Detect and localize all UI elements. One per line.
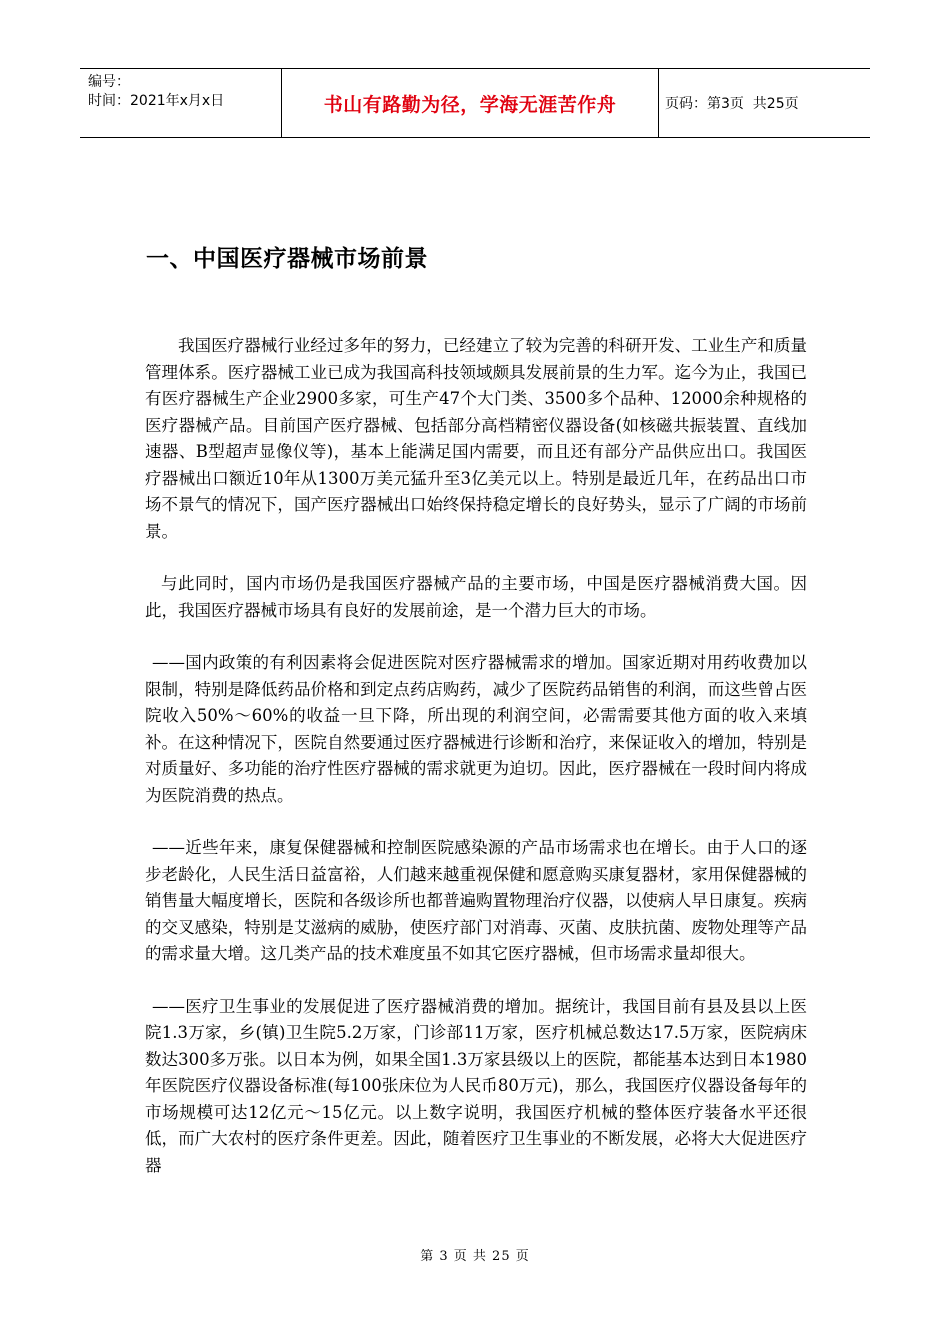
header-page-cell [659,69,870,137]
paragraph: 我国医疗器械行业经过多年的努力，已经建立了较为完善的科研开发、工业生产和质量管理体系。医疗器械工业已成为我国高科技领域颇具发展前景的生力军。迄今为止，我国已有医疗器械生产企业2900多家，可生产47个大门类、3500多个品种、12000余种规格的医疗器械产品。目前国产医疗器械、包括部分高档精密仪器设备(如核磁共振装置、直线加速器、B型超声显像仪等)，基本上能满足国内需要，而且还有部分产品供应出口。我国医疗器械出口额近10年从1300万美元猛升至3亿美元以上。特别是最近几年，在药品出口市场不景气的情况下，国产医疗器械出口始终保持稳定增长的良好势头，显示了广阔的市场前景。 [145,336,807,541]
header-meta [80,69,282,137]
header-page-info: 页码：第3页 共25页 [665,96,799,112]
header-motto: 书山有路勤为径，学海无涯苦作舟 [323,93,617,116]
paragraph: ——近些年来，康复保健器械和控制医院感染源的产品市场需求也在增长。由于人口的逐步老龄化，人民生活日益富裕，人们越来越重视保健和愿意购买康复器材，家用保健器械的销售量大幅度增长，医院和各级诊所也都普遍购置物理治疗仪器，以使病人早日康复。疾病的交叉感染，特别是艾滋病的威胁，使医疗部门对消毒、灭菌、皮肤抗菌、废物处理等产品的需求量大增。这几类产品的技术难度虽不如其它医疗器械，但市场需求量却很大。 [145,838,807,963]
section-title: 一、中国医疗器械市场前景 [146,246,428,272]
header-motto-cell [282,69,659,137]
document-date: 时间：2021年x月x日 [88,93,225,109]
paragraph: 与此同时，国内市场仍是我国医疗器械产品的主要市场，中国是医疗器械消费大国。因此，我国医疗器械市场具有良好的发展前途，是一个潜力巨大的市场。 [145,574,807,620]
paragraph: ——国内政策的有利因素将会促进医院对医疗器械需求的增加。国家近期对用药收费加以限制，特别是降低药品价格和到定点药店购药，减少了医院药品销售的利润，而这些曾占医院收入50%～60%的收益一旦下降，所出现的利润空间，必需需要其他方面的收入来填补。在这种情况下，医院自然要通过医疗器械进行诊断和治疗，来保证收入的增加，特别是对质量好、多功能的治疗性医疗器械的需求就更为迫切。因此，医疗器械在一段时间内将成为医院消费的热点。 [145,653,807,805]
body-text [145,333,807,1205]
document-number-label: 编号： [88,74,130,90]
page-footer: 第 3 页 共 25 页 [420,1249,530,1264]
page-header [80,68,870,138]
paragraph: ——医疗卫生事业的发展促进了医疗器械消费的增加。据统计，我国目前有县及县以上医院1.3万家，乡(镇)卫生院5.2万家，门诊部11万家，医疗机械总数达17.5万家，医院病床数达300多万张。以日本为例，如果全国1.3万家县级以上的医院，都能基本达到日本1980年医院医疗仪器设备标准(每100张床位为人民币80万元)，那么，我国医疗仪器设备每年的市场规模可达12亿元～15亿元。以上数字说明，我国医疗机械的整体医疗装备水平还很低，而广大农村的医疗条件更差。因此，随着医疗卫生事业的不断发展，必将大大促进医疗器 [145,996,807,1175]
